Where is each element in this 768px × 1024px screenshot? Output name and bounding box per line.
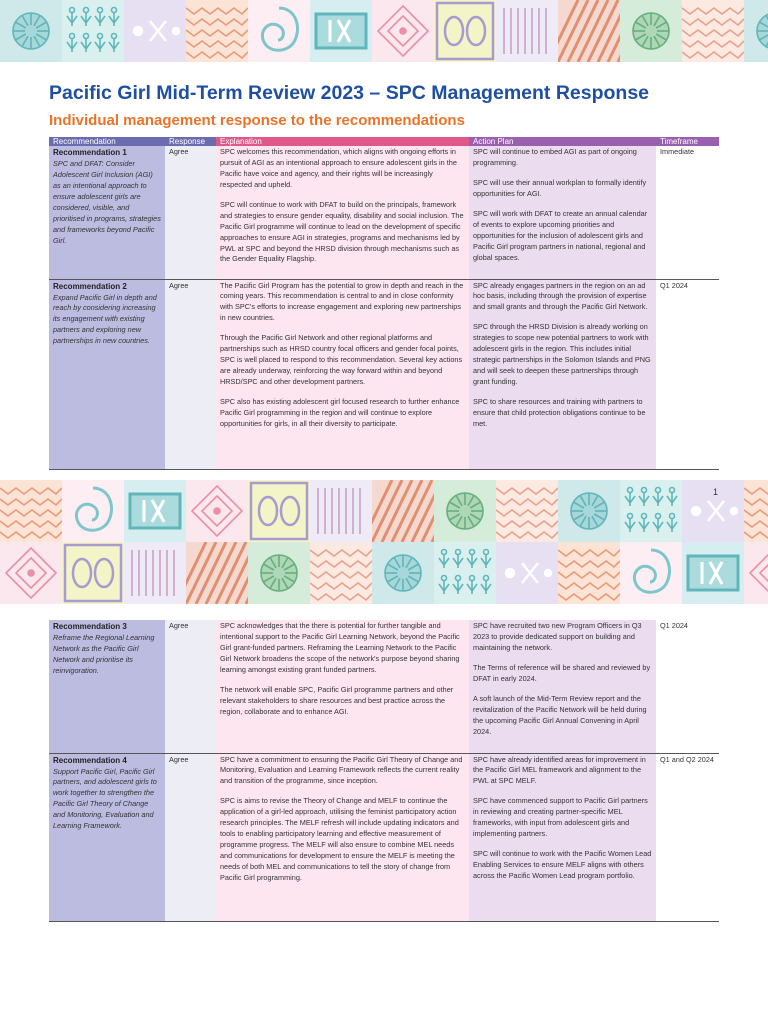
action-plan-cell — [469, 279, 656, 469]
recommendation-title: Recommendation 4 — [53, 755, 127, 765]
pattern-tile — [124, 480, 186, 542]
pattern-tile — [0, 480, 62, 542]
page-subtitle: Individual management response to the recommendations — [49, 112, 465, 129]
explanation-paragraph: The Pacific Girl Program has the potential to grow in depth and reach in the coming years. This recommendation is central to and in close conformity with SPC's efforts to increase engagement and exploring new partnerships in new countries. — [220, 280, 464, 323]
explanation-cell — [216, 620, 469, 753]
table-row — [49, 753, 719, 921]
explanation-paragraph: SPC welcomes this recommendation, which aligns with ongoing efforts in pursuit of AGI as an intentional approach to ensure adolescent girls in the Pacific have voice and agency, and their rights will be increasingly respected and upheld. — [220, 147, 457, 189]
response-cell: Agree — [165, 279, 216, 469]
explanation-paragraph: SPC is aims to revise the Theory of Change and MELF to continue the application of a girl-led approach, utilising the feminist participatory action research principles. The MELF refresh will include updating indicators and tools to enabling participatory learning and effective measurement of programme progress. The MELF will also ensure to combine MEL needs and communications for development to ensure the MELF is meeting the needs of both MEL and communications to tell the story of change from Pacific Girl programming. — [220, 796, 459, 882]
action-paragraph: SPC have already identified areas for improvement in the Pacific Girl MEL framework and alignment to the PWL at SPC MELF. — [473, 754, 646, 786]
middle-banner-1 — [0, 480, 768, 542]
pattern-tile — [496, 542, 558, 604]
action-paragraph: The Terms of reference will be shared and reviewed by DFAT in early 2024. — [473, 662, 651, 683]
recommendation-text: Expand Pacific Girl in depth and reach by considering increasing its engagement with existing partners and exploring new partnerships in new countries. — [53, 292, 157, 346]
action-plan-cell — [469, 753, 656, 921]
pattern-tile — [372, 480, 434, 542]
table-row — [49, 279, 719, 469]
pattern-tile — [744, 0, 768, 62]
table-row — [49, 620, 719, 753]
explanation-cell — [216, 146, 469, 279]
action-paragraph: SPC through the HRSD Division is already working on strategies to scope new potential partners to work with adolescent girls in the region. This includes initial strategic partnerships in the Solomon Islands and PNG and will seek to deepen these partnerships through grant funding. — [473, 322, 651, 386]
recommendation-cell — [49, 620, 165, 753]
pattern-tile — [496, 0, 558, 62]
pattern-tile — [186, 542, 248, 604]
explanation-paragraph: SPC will continue to work with DFAT to build on the principals, framework and strategies to ensure gender equality, disability and social inclusion. The Pacific Girl programme will continue to lead on the development of specific approaches to ensure AGI in strategies, programs and mechanisms led by PWL at SPC and beyond the HRSD division through mechanisms such as the Gender Equality Flagship. — [220, 199, 464, 264]
recommendation-cell — [49, 279, 165, 469]
pattern-tile — [372, 542, 434, 604]
recommendation-cell — [49, 753, 165, 921]
action-paragraph: SPC will use their annual workplan to formally identify opportunities for AGI. — [473, 177, 647, 198]
timeframe-cell: Q1 and Q2 2024 — [656, 753, 719, 921]
action-paragraph: SPC have recruited two new Program Officers in Q3 2023 to provide dedicated support on building and maintaining the network. — [473, 621, 642, 652]
middle-banner-2 — [0, 542, 768, 604]
pattern-tile — [62, 480, 124, 542]
recommendation-title: Recommendation 3 — [53, 622, 127, 631]
recommendation-cell — [49, 146, 165, 279]
pattern-tile — [558, 480, 620, 542]
pattern-tile — [434, 0, 496, 62]
action-paragraph: SPC have commenced support to Pacific Girl partners in reviewing and creating partner-specific MEL frameworks, with input from adolescent girls and implementing partners. — [473, 796, 648, 839]
pattern-tile — [124, 542, 186, 604]
explanation-cell — [216, 279, 469, 469]
response-cell: Agree — [165, 753, 216, 921]
table-header-row — [49, 137, 719, 146]
timeframe-cell: Q1 2024 — [656, 620, 719, 753]
action-plan-cell — [469, 146, 656, 279]
pattern-tile — [310, 542, 372, 604]
pattern-tile — [124, 0, 186, 62]
pattern-tile — [682, 0, 744, 62]
pattern-tile — [186, 0, 248, 62]
response-cell: Agree — [165, 620, 216, 753]
explanation-cell — [216, 753, 469, 921]
explanation-paragraph: SPC acknowledges that the there is potential for further tangible and intentional support to the Pacific Girl Learning Network, beyond the Pacific Girl grant-funded partners. Reframing the Learning Network to the Pacific Girl Network broadens the scope of the network's purpose beyond sharing learning amongst existing grant funded partners. — [220, 621, 460, 674]
pattern-tile — [186, 480, 248, 542]
response-cell: Agree — [165, 146, 216, 279]
action-paragraph: SPC will work with DFAT to create an annual calendar of events to explore upcoming priorities and opportunities for the inclusion of adolescent girls and Pacific Girl program partners in national, regional and global spaces. — [473, 208, 648, 262]
explanation-paragraph: SPC also has existing adolescent girl focused research to further enhance Pacific Girl programming in the region and will continue to explore opportunities for girls, in all their diversity to participate. — [220, 396, 460, 428]
action-paragraph: A soft launch of the Mid-Term Review report and the revitalization of the Pacific Network will be held during the upcoming Pacific Girl Annual Convening in April 2024. — [473, 693, 647, 736]
pattern-tile — [620, 0, 682, 62]
recommendation-title: Recommendation 2 — [53, 281, 127, 291]
pattern-tile — [496, 480, 558, 542]
pattern-tile — [558, 0, 620, 62]
recommendation-text: Support Pacific Girl, Pacific Girl partners, and adolescent girls to work together to strengthen the Pacific Girl Theory of Change and Monitoring, Evaluation and Learning Framework. — [53, 766, 157, 831]
action-paragraph: SPC will continue to work with the Pacific Women Lead Enabling Services to ensure MELF aligns with others across the Pacific Women Lead program portfolio. — [473, 849, 652, 880]
recommendation-title: Recommendation 1 — [53, 148, 127, 157]
pattern-tile — [248, 480, 310, 542]
explanation-paragraph: Through the Pacific Girl Network and other regional platforms and partnerships such as HRSD country focal officers and gender focal points, SPC is well placed to respond to this recommendation. Several key actions are already underway, reinforcing the way forward within and beyond HRSD/SPC and other development partners. — [220, 333, 463, 386]
action-paragraph: SPC already engages partners in the region on an ad hoc basis, including through the provision of expertise and small grants and through the Pacific Girl Network. — [473, 280, 648, 312]
header-recommendation: Recommendation — [49, 137, 165, 146]
top-banner — [0, 0, 768, 62]
pattern-tile — [620, 542, 682, 604]
recommendation-text: Reframe the Regional Learning Network as the Pacific Girl Network and prioritise its reinvigoration. — [53, 633, 155, 675]
action-paragraph: SPC will continue to embed AGI as part of ongoing programming. — [473, 147, 637, 167]
pattern-tile — [0, 0, 62, 62]
response-table-part-2 — [49, 620, 719, 922]
pattern-tile — [248, 542, 310, 604]
recommendation-text: SPC and DFAT: Consider Adolescent Girl Inclusion (AGI) as an intentional approach to ensure adolescent girls are considered, visible, and prioritised in programs, strategies and frameworks beyond Pacific Girl. — [53, 159, 161, 245]
pattern-tile — [744, 542, 768, 604]
pattern-tile — [434, 542, 496, 604]
explanation-paragraph: SPC have a commitment to ensuring the Pacific Girl Theory of Change and Monitoring, Evaluation and Learning Framework reflects the current reality and transition of the programme, since inception. — [220, 754, 463, 786]
pattern-tile — [558, 542, 620, 604]
response-table-part-1 — [49, 137, 719, 470]
header-action-plan: Action Plan — [469, 137, 656, 146]
action-plan-cell — [469, 620, 656, 753]
pattern-tile — [682, 542, 744, 604]
header-response: Response — [165, 137, 216, 146]
header-explanation: Explanation — [216, 137, 469, 146]
timeframe-cell: Q1 2024 — [656, 279, 719, 469]
explanation-paragraph: The network will enable SPC, Pacific Girl programme partners and other relevant stakeholders to share resources and best practice across the region, collaborate and to enhance AGI. — [220, 684, 454, 716]
pattern-tile — [310, 480, 372, 542]
pattern-tile — [310, 0, 372, 62]
pattern-tile — [372, 0, 434, 62]
pattern-tile — [248, 0, 310, 62]
pattern-tile — [62, 542, 124, 604]
action-paragraph: SPC to share resources and training with partners to ensure that child protection obligations continue to be met. — [473, 396, 646, 428]
pattern-tile — [0, 542, 62, 604]
table-row — [49, 146, 719, 279]
pattern-tile — [744, 480, 768, 542]
page-number: 1 — [713, 487, 719, 497]
pattern-tile — [620, 480, 682, 542]
page-title: Pacific Girl Mid-Term Review 2023 – SPC Management Response — [49, 82, 650, 104]
header-timeframe: Timeframe — [656, 137, 719, 146]
pattern-tile — [434, 480, 496, 542]
pattern-tile — [62, 0, 124, 62]
timeframe-cell: Immediate — [656, 146, 719, 279]
